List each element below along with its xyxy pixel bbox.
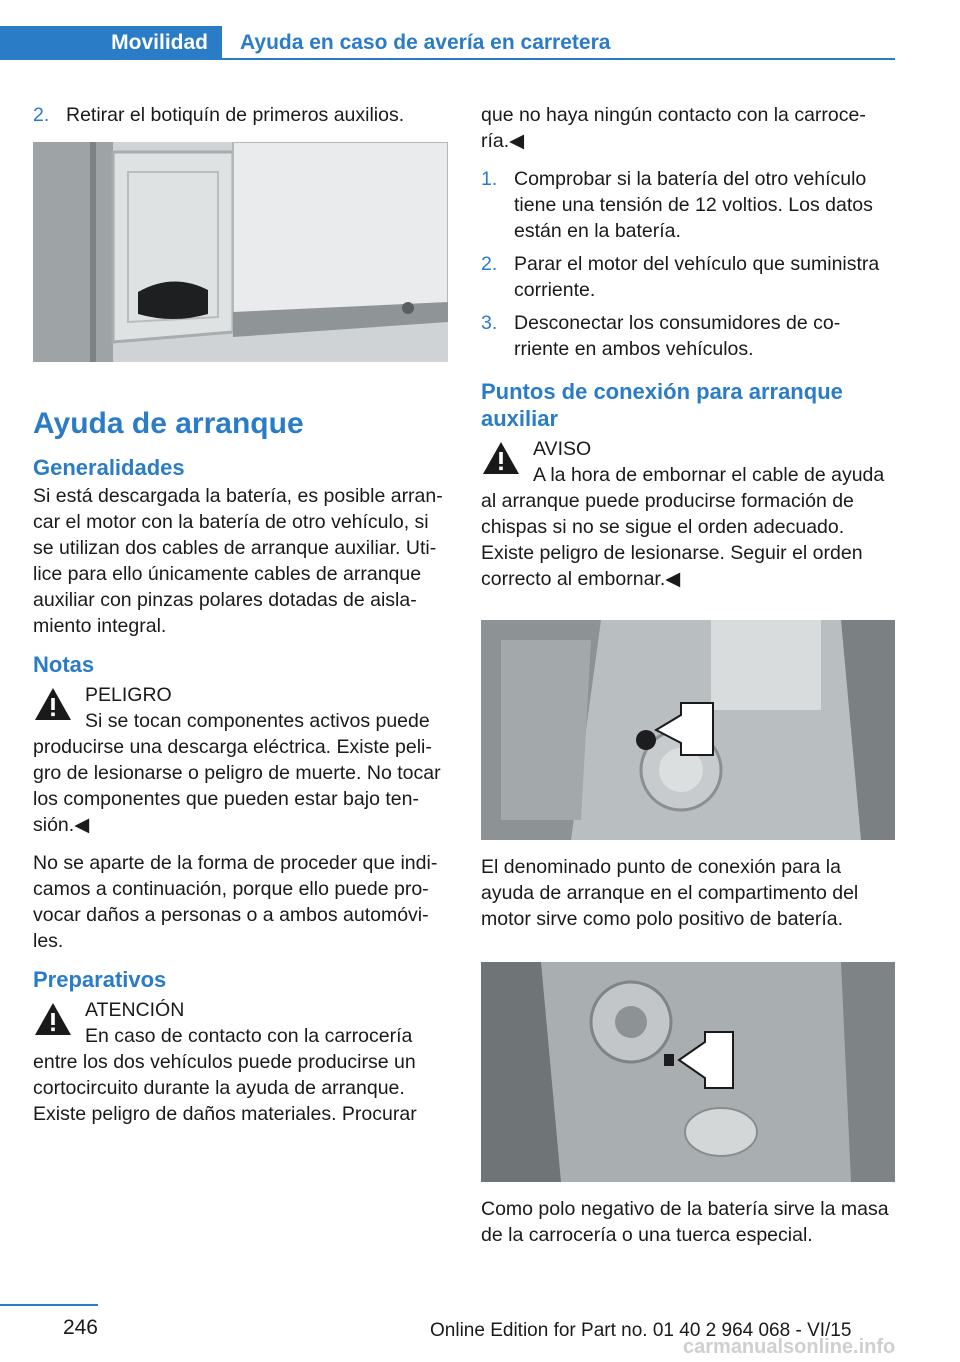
positive-terminal-caption: El denominado punto de conexión para la ayuda de arranque en el compartimento del motor sirve como polo positivo de batería. bbox=[481, 856, 859, 930]
subheading-general: Generalidades bbox=[33, 455, 185, 480]
step-number: 3. bbox=[481, 312, 498, 334]
left-column bbox=[33, 102, 448, 1139]
danger-text-rest: producirse una descarga eléctrica. Existe peli‐ gro de lesionarse o peligro de muerte. No tocar los componentes que pueden estar bajo ten‐ sión.◀ bbox=[33, 736, 441, 836]
continued-paragraph: que no haya ningún contacto con la carroce‐ ría.◀ bbox=[481, 104, 866, 152]
negative-terminal-photo bbox=[481, 962, 895, 1182]
step-number: 1. bbox=[481, 168, 498, 190]
warning-triangle-icon bbox=[481, 440, 521, 476]
page-number: 246 bbox=[62, 1316, 98, 1339]
danger-notice bbox=[33, 682, 448, 838]
caution-text-rest: entre los dos vehículos puede producirse un cortocircuito durante la ayuda de arranque. Existe peligro de daños materiales. Procurar bbox=[33, 1051, 417, 1125]
subheading-notes: Notas bbox=[33, 652, 95, 677]
first-aid-kit-photo bbox=[33, 142, 448, 362]
general-paragraph: Si está descargada la batería, es posible arran‐ car el motor con la batería de otro vehículo, si se utilizan dos cables de arranque auxiliar. Uti‐ lice para ello únicamente cables de arranque auxiliar con pinzas polares dotadas de aisla‐ miento integral. bbox=[33, 485, 443, 637]
subheading-connection-points: Puntos de conexión para arranque auxiliar bbox=[481, 379, 843, 431]
negative-terminal-caption: Como polo negativo de la batería sirve la masa de la carrocería o una tuerca especial. bbox=[481, 1198, 889, 1246]
caution-label: ATENCIÓN bbox=[85, 999, 185, 1021]
danger-label: PELIGRO bbox=[85, 684, 172, 706]
warning-triangle-icon bbox=[33, 1001, 73, 1037]
positive-terminal-photo bbox=[481, 620, 895, 840]
watermark: carmanualsonline.info bbox=[683, 1336, 896, 1358]
notice-box bbox=[481, 436, 895, 592]
edition-footer: Online Edition for Part no. 01 40 2 964 068 - VI/15 bbox=[430, 1320, 852, 1341]
notes-paragraph: No se aparte de la forma de proceder que indi‐ camos a continuación, porque ello puede pro‐ vocar daños a personas o a ambos automóvi‐ les. bbox=[33, 852, 438, 952]
running-header bbox=[0, 26, 895, 60]
step-text: Comprobar si la batería del otro vehículo tiene una tensión de 12 voltios. Los datos están en la batería. bbox=[514, 168, 873, 242]
step-item bbox=[481, 310, 895, 362]
warning-triangle-icon bbox=[33, 686, 73, 722]
right-column bbox=[481, 102, 895, 1260]
danger-text-first: Si se tocan componentes activos puede bbox=[85, 710, 430, 732]
header-rule bbox=[222, 58, 895, 60]
section-heading: Ayuda de arranque bbox=[33, 407, 304, 440]
step-item bbox=[481, 251, 895, 303]
step-number: 2. bbox=[481, 253, 498, 275]
notice-text-first: A la hora de embornar el cable de ayuda bbox=[533, 464, 885, 486]
header-chapter-title: Ayuda en caso de avería en carretera bbox=[240, 31, 611, 54]
step-text: Desconectar los consumidores de co‐ rriente en ambos vehículos. bbox=[514, 312, 841, 360]
step-text: Retirar el botiquín de primeros auxilios. bbox=[66, 104, 405, 126]
step-text: Parar el motor del vehículo que suministra corriente. bbox=[514, 253, 880, 301]
page-number-rule bbox=[0, 1304, 98, 1306]
step-number: 2. bbox=[33, 104, 50, 126]
caution-notice bbox=[33, 997, 448, 1127]
notice-label: AVISO bbox=[533, 438, 592, 460]
subheading-preparation: Preparativos bbox=[33, 967, 167, 992]
notice-text-rest: al arranque puede producirse formación de chispas si no se sigue el orden adecuado. Existe peligro de lesionarse. Seguir el orden correcto al embornar.◀ bbox=[481, 490, 863, 590]
step-item bbox=[33, 102, 448, 128]
header-section-tab: Movilidad bbox=[0, 26, 222, 60]
step-item bbox=[481, 166, 895, 244]
caution-text-first: En caso de contacto con la carrocería bbox=[85, 1025, 413, 1047]
